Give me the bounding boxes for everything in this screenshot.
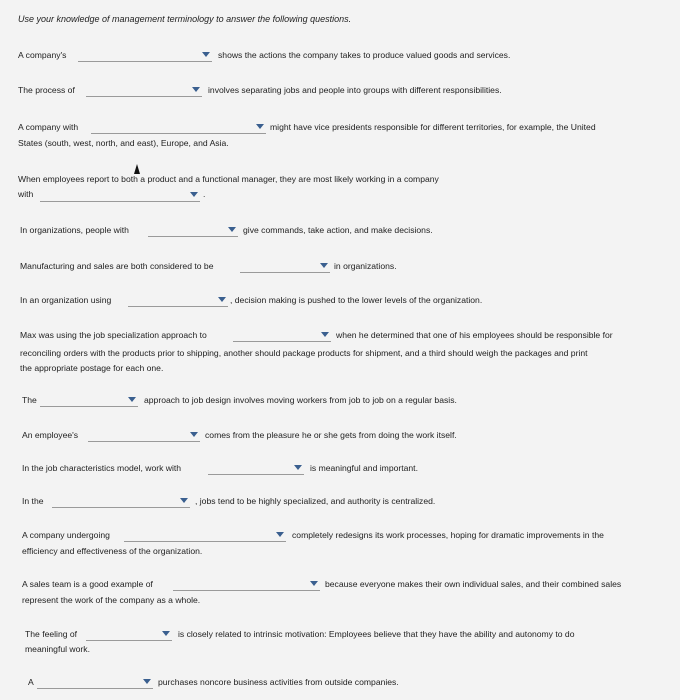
chevron-down-icon bbox=[218, 297, 226, 302]
question-12 bbox=[0, 496, 680, 516]
question-8-prefix: Max was using the job specialization approach to bbox=[20, 330, 207, 340]
question-4 bbox=[0, 174, 680, 199]
question-4-suffix: . bbox=[203, 189, 206, 199]
question-3-dropdown[interactable] bbox=[91, 122, 266, 134]
question-14 bbox=[0, 579, 680, 605]
question-15-dropdown[interactable] bbox=[86, 629, 172, 641]
question-14-dropdown[interactable] bbox=[173, 579, 320, 591]
question-8 bbox=[0, 330, 680, 373]
question-11 bbox=[0, 463, 680, 483]
question-14-suffix: because everyone makes their own individual sales, and their combined sales bbox=[325, 579, 622, 589]
question-9-suffix: approach to job design involves moving workers from job to job on a regular basis. bbox=[144, 395, 457, 405]
chevron-down-icon bbox=[256, 124, 264, 129]
question-13-continuation: efficiency and effectiveness of the organization. bbox=[22, 546, 203, 556]
question-16 bbox=[0, 677, 680, 697]
question-14-prefix: A sales team is a good example of bbox=[22, 579, 153, 589]
question-1-prefix: A company's bbox=[18, 50, 67, 60]
question-5-suffix: give commands, take action, and make decisions. bbox=[243, 225, 433, 235]
chevron-down-icon bbox=[320, 263, 328, 268]
question-16-prefix: A bbox=[28, 677, 34, 687]
question-11-dropdown[interactable] bbox=[208, 463, 304, 475]
chevron-down-icon bbox=[276, 532, 284, 537]
question-9-dropdown[interactable] bbox=[40, 395, 138, 407]
question-10 bbox=[0, 430, 680, 450]
question-6-prefix: Manufacturing and sales are both considered to be bbox=[20, 261, 214, 271]
question-5-dropdown[interactable] bbox=[148, 225, 238, 237]
question-9-prefix: The bbox=[22, 395, 37, 405]
chevron-down-icon bbox=[321, 332, 329, 337]
question-13-prefix: A company undergoing bbox=[22, 530, 110, 540]
question-3-prefix: A company with bbox=[18, 122, 79, 132]
question-1-dropdown[interactable] bbox=[78, 50, 212, 62]
question-11-suffix: is meaningful and important. bbox=[310, 463, 418, 473]
question-10-dropdown[interactable] bbox=[88, 430, 200, 442]
question-6-suffix: in organizations. bbox=[334, 261, 397, 271]
instructions: Use your knowledge of management terminology to answer the following questions. bbox=[18, 14, 352, 24]
question-8-suffix: when he determined that one of his employees should be responsible for bbox=[336, 330, 613, 340]
question-16-dropdown[interactable] bbox=[37, 677, 153, 689]
question-3-suffix: might have vice presidents responsible for different territories, for example, the United bbox=[270, 122, 596, 132]
chevron-down-icon bbox=[143, 679, 151, 684]
chevron-down-icon bbox=[162, 631, 170, 636]
question-4-prefix: When employees report to both a product and a functional manager, they are most likely working in a company bbox=[18, 174, 439, 184]
chevron-down-icon bbox=[180, 498, 188, 503]
question-15-suffix: is closely related to intrinsic motivation: Employees believe that they have the ability and autonomy to do bbox=[178, 629, 575, 639]
question-13-suffix: completely redesigns its work processes, hoping for dramatic improvements in the bbox=[292, 530, 604, 540]
question-16-suffix: purchases noncore business activities from outside companies. bbox=[158, 677, 399, 687]
question-13-dropdown[interactable] bbox=[124, 530, 286, 542]
question-1-suffix: shows the actions the company takes to produce valued goods and services. bbox=[218, 50, 511, 60]
question-2-prefix: The process of bbox=[18, 85, 75, 95]
question-13 bbox=[0, 530, 680, 556]
question-7-suffix: , decision making is pushed to the lower levels of the organization. bbox=[230, 295, 483, 305]
question-4-continuation: with bbox=[18, 189, 34, 199]
chevron-down-icon bbox=[190, 192, 198, 197]
question-8-dropdown[interactable] bbox=[233, 330, 331, 342]
question-1 bbox=[0, 50, 680, 70]
question-8-continuation: reconciling orders with the products prior to shipping, another should package products for shipment, and a third should weigh the packages and print bbox=[20, 348, 588, 358]
question-8-continuation-2: the appropriate postage for each one. bbox=[20, 363, 164, 373]
question-2 bbox=[0, 85, 680, 105]
question-2-suffix: involves separating jobs and people into groups with different responsibilities. bbox=[208, 85, 502, 95]
question-12-dropdown[interactable] bbox=[52, 496, 190, 508]
question-15-continuation: meaningful work. bbox=[25, 644, 90, 654]
chevron-down-icon bbox=[128, 397, 136, 402]
question-14-continuation: represent the work of the company as a whole. bbox=[22, 595, 201, 605]
chevron-down-icon bbox=[310, 581, 318, 586]
question-12-suffix: , jobs tend to be highly specialized, and authority is centralized. bbox=[195, 496, 436, 506]
question-7 bbox=[0, 295, 680, 315]
question-15-prefix: The feeling of bbox=[25, 629, 78, 639]
chevron-down-icon bbox=[190, 432, 198, 437]
question-3 bbox=[0, 122, 680, 148]
question-7-dropdown[interactable] bbox=[128, 295, 228, 307]
question-5-prefix: In organizations, people with bbox=[20, 225, 129, 235]
question-6 bbox=[0, 261, 680, 281]
chevron-down-icon bbox=[202, 52, 210, 57]
question-5 bbox=[0, 225, 680, 245]
question-2-dropdown[interactable] bbox=[86, 85, 202, 97]
question-11-prefix: In the job characteristics model, work with bbox=[22, 463, 182, 473]
question-10-suffix: comes from the pleasure he or she gets from doing the work itself. bbox=[205, 430, 457, 440]
mouse-cursor-icon bbox=[134, 164, 140, 174]
chevron-down-icon bbox=[228, 227, 236, 232]
question-9 bbox=[0, 395, 680, 415]
chevron-down-icon bbox=[192, 87, 200, 92]
question-10-prefix: An employee's bbox=[22, 430, 79, 440]
question-7-prefix: In an organization using bbox=[20, 295, 112, 305]
question-12-prefix: In the bbox=[22, 496, 44, 506]
chevron-down-icon bbox=[294, 465, 302, 470]
question-3-continuation: States (south, west, north, and east), Europe, and Asia. bbox=[18, 138, 229, 148]
question-15 bbox=[0, 629, 680, 654]
question-6-dropdown[interactable] bbox=[240, 261, 330, 273]
question-4-dropdown[interactable] bbox=[40, 190, 200, 202]
